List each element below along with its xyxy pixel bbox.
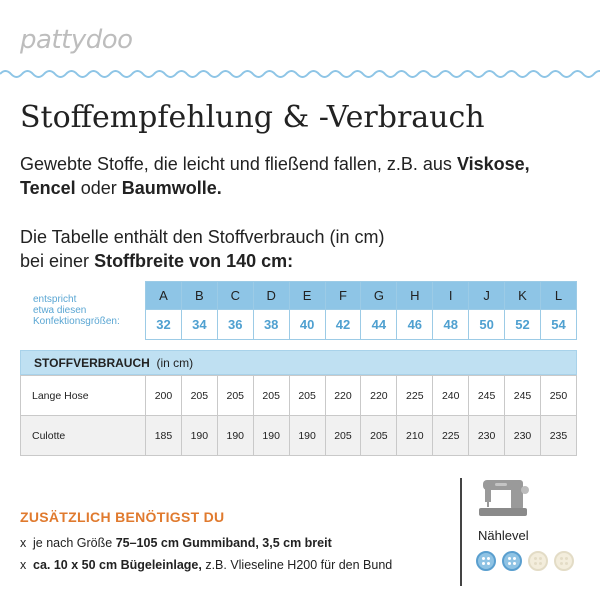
level-button-empty — [554, 551, 574, 571]
size-label-line1: entspricht — [33, 294, 77, 305]
button-hole — [534, 562, 537, 565]
extras-item1-pre: je nach Größe — [33, 536, 116, 550]
size-number: 48 — [433, 310, 469, 340]
table-cell: 240 — [433, 376, 469, 416]
button-hole — [487, 562, 490, 565]
button-hole — [508, 557, 511, 560]
table-intro-line1: Die Tabelle enthält den Stoffverbrauch (in cm) — [20, 227, 385, 247]
table-cell: 190 — [289, 416, 325, 456]
button-hole — [539, 562, 542, 565]
table-cell: 205 — [289, 376, 325, 416]
button-hole — [487, 557, 490, 560]
button-hole — [560, 557, 563, 560]
size-table — [145, 281, 577, 340]
button-hole — [565, 557, 568, 560]
intro-baumwolle: Baumwolle. — [121, 178, 222, 198]
intro-tencel: Tencel — [20, 178, 76, 198]
size-number: 36 — [217, 310, 253, 340]
size-number: 34 — [181, 310, 217, 340]
level-button-filled — [476, 551, 496, 571]
table-cell: 190 — [253, 416, 289, 456]
extras-title: ZUSÄTZLICH BENÖTIGST DU — [20, 509, 225, 525]
consumption-header-title: STOFFVERBRAUCH — [34, 356, 150, 370]
list-item — [20, 554, 392, 576]
extras-item1-bold: 75–105 cm Gummiband, 3,5 cm breit — [115, 536, 332, 550]
bullet-x: x — [20, 558, 27, 572]
size-number: 52 — [505, 310, 541, 340]
size-letter: F — [325, 282, 361, 310]
size-number: 50 — [469, 310, 505, 340]
button-hole — [513, 557, 516, 560]
table-cell: 200 — [146, 376, 182, 416]
table-cell: 230 — [505, 416, 541, 456]
size-number: 54 — [540, 310, 576, 340]
size-letter: G — [361, 282, 397, 310]
pattydoo-logo: pattydoo — [20, 25, 133, 55]
table-cell: 235 — [540, 416, 576, 456]
table-intro-fabric-width: Stoffbreite von 140 cm: — [94, 251, 294, 271]
size-number: 42 — [325, 310, 361, 340]
size-label-line2: etwa diesen — [33, 305, 87, 316]
sewing-level-label: Nählevel — [478, 528, 529, 543]
button-hole — [565, 562, 568, 565]
size-numbers-row — [146, 310, 577, 340]
button-hole — [513, 562, 516, 565]
table-cell: 190 — [181, 416, 217, 456]
wave-divider — [0, 67, 600, 81]
table-cell: 205 — [181, 376, 217, 416]
size-number: 40 — [289, 310, 325, 340]
size-letters-row — [146, 282, 577, 310]
table-intro-line2: bei einer — [20, 251, 95, 271]
table-cell: 245 — [505, 376, 541, 416]
list-item — [20, 532, 392, 554]
table-cell: 185 — [146, 416, 182, 456]
table-cell: 230 — [469, 416, 505, 456]
row-label: Lange Hose — [21, 376, 146, 416]
table-cell: 205 — [253, 376, 289, 416]
table-row — [21, 376, 577, 416]
table-cell: 245 — [469, 376, 505, 416]
size-letter: J — [469, 282, 505, 310]
size-letter: C — [217, 282, 253, 310]
size-letter: A — [146, 282, 182, 310]
intro-text: Gewebte Stoffe, die leicht und fließend fallen, z.B. aus — [20, 154, 457, 174]
table-row — [21, 416, 577, 456]
table-cell: 220 — [361, 376, 397, 416]
table-cell: 205 — [361, 416, 397, 456]
table-cell: 220 — [325, 376, 361, 416]
size-label — [33, 294, 120, 327]
intro-oder: oder — [75, 178, 122, 198]
row-label: Culotte — [21, 416, 146, 456]
button-hole — [560, 562, 563, 565]
button-hole — [539, 557, 542, 560]
size-number: 44 — [361, 310, 397, 340]
extras-item2-post: z.B. Vlieseline H200 für den Bund — [201, 558, 393, 572]
table-cell: 205 — [325, 416, 361, 456]
size-letter: K — [505, 282, 541, 310]
table-cell: 225 — [397, 376, 433, 416]
size-label-line3: Konfektionsgrößen: — [33, 316, 120, 327]
fabric-recommendation — [20, 152, 590, 200]
size-letter: L — [540, 282, 576, 310]
level-button-empty — [528, 551, 548, 571]
size-letter: B — [181, 282, 217, 310]
level-button-filled — [502, 551, 522, 571]
extras-list — [20, 532, 392, 576]
size-letter: D — [253, 282, 289, 310]
size-number: 46 — [397, 310, 433, 340]
page-title: Stoffempfehlung & -Verbrauch — [20, 100, 485, 135]
size-number: 38 — [253, 310, 289, 340]
size-letter: H — [397, 282, 433, 310]
bullet-x: x — [20, 536, 27, 550]
consumption-header — [20, 350, 577, 375]
table-intro — [20, 225, 385, 273]
size-letter: E — [289, 282, 325, 310]
consumption-table — [20, 375, 577, 456]
table-cell: 225 — [433, 416, 469, 456]
sewing-level-rating — [476, 551, 574, 571]
table-cell: 210 — [397, 416, 433, 456]
table-cell: 205 — [217, 376, 253, 416]
sewing-machine-icon — [475, 478, 531, 522]
button-hole — [482, 562, 485, 565]
size-number: 32 — [146, 310, 182, 340]
button-hole — [482, 557, 485, 560]
extras-item2-bold: ca. 10 x 50 cm Bügeleinlage, — [33, 558, 202, 572]
intro-viskose: Viskose, — [456, 154, 530, 174]
button-hole — [508, 562, 511, 565]
size-letter: I — [433, 282, 469, 310]
consumption-header-unit: (in cm) — [156, 356, 194, 370]
button-hole — [534, 557, 537, 560]
table-cell: 250 — [540, 376, 576, 416]
vertical-divider — [460, 478, 462, 586]
table-cell: 190 — [217, 416, 253, 456]
